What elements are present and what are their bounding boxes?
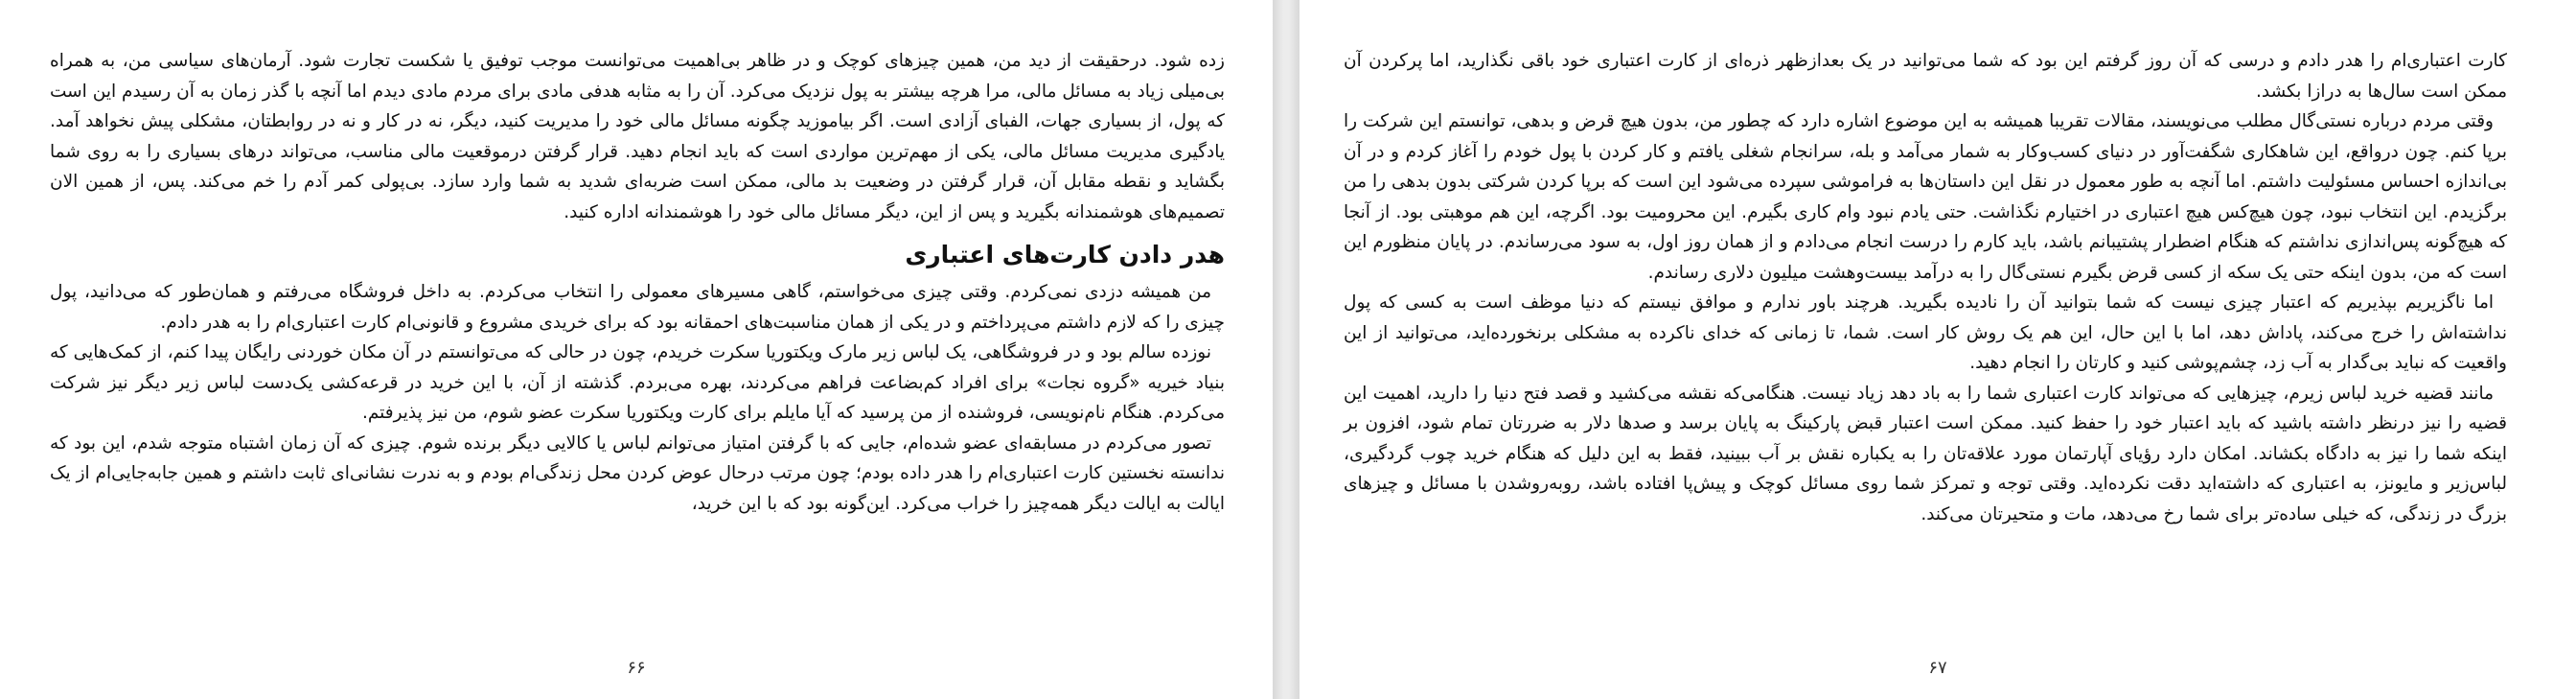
left-paragraph-intro: زده شود. درحقیقت از دید من، همین چیزهای کوچک و در ظاهر بی‌اهمیت می‌توانست موجب توفیق یا شکست تجارت شود. آرمان‌های سیاسی من، به همراه بی‌میلی زیاد به مسائل مالی، مرا هرچه بیشتر به پول نزدیک می‌کرد. آن را به مثابه هدفی مادی برای مردم مادی دیدم اما آنچه با گذر زمان به آن رسیدم این است که پول، از بسیاری جهات، الفبای آزادی است. اگر بیاموزید چگونه مسائل مالی خود را مدیریت کنید، دیگر، نه در کار و نه در روابطتان، مشکلی پیش نخواهد آمد. یادگیری مدیریت مسائل مالی، یکی از مهم‌ترین مواردی است که باید انجام دهید. قرار گرفتن درموقعیت مالی مناسب، می‌تواند درهای بسیاری را به روی شما بگشاید و نقطه مقابل آن، قرار گرفتن در وضعیت بد مالی، ممکن است ضربه‌ای شدید به شما وارد سازد. بی‌پولی کمر آدم را خم می‌کند. پس، از همین الان تصمیم‌های هوشمندانه بگیرید و پس از این، دیگر مسائل مالی خود را هوشمندانه اداره کنید.: [50, 51, 1225, 222]
right-page: [1300, 0, 2576, 699]
section-heading: هدر دادن کارت‌های اعتباری: [905, 241, 1225, 268]
page-gutter: [1273, 0, 1300, 699]
left-page-number: ۶۶: [627, 658, 646, 678]
right-page-body: [1344, 46, 2507, 529]
left-page-body: [50, 46, 1225, 519]
right-paragraph-1: کارت اعتباری‌ام را هدر دادم و درسی که آن روز گرفتم این بود که شما می‌توانید در یک بعدازظهر ذره‌ای از کارت اعتباری خود باقی نگذارید، اما پرکردن آن ممکن است سال‌ها به درازا بکشد.: [1344, 51, 2507, 102]
left-paragraph-1: من همیشه دزدی نمی‌کردم. وقتی چیزی می‌خواستم، گاهی مسیرهای معمولی را انتخاب می‌کردم. به داخل فروشگاه می‌رفتم و همان‌طور که می‌دانید، پول چیزی را که لازم داشتم می‌پرداختم و در یکی از همان مناسبت‌های احمقانه بود که برای خریدی مشروع و قانونی‌ام کارت اعتباری‌ام را به هدر دادم.: [50, 282, 1225, 333]
right-paragraph-2: وقتی مردم درباره نستی‌گال مطلب می‌نویسند، مقالات تقریبا همیشه به این موضوع اشاره دارد که چطور من، بدون هیچ قرض و بدهی، توانستم این شرکت را برپا کنم. چون درواقع، این شاهکاری شگفت‌آور در دنیای کسب‌وکار به شمار می‌آمد و بله، سرانجام شغلی یافتم و کار کردن با پول خودم را آغاز کردم و در آن بی‌اندازه احساس مسئولیت داشتم. اما آنچه به طور معمول در نقل این داستان‌ها به فراموشی سپرده می‌شود این است که برپا کردن شرکتی بدون بدهی را من برگزیدم. این انتخاب نبود، چون هیچ‌کس هیچ اعتباری در اختیارم نگذاشت. حتی یادم نبود وام کاری بگیرم. این محرومیت بود. اگرچه، این هم موهبتی بود. از آنجا که هیچ‌گونه پس‌اندازی نداشتم که هنگام اضطرار پشتیبانم باشد، باید کارم را درست انجام می‌دادم و از همان روز اول، به سود می‌رساندم. در پایان منظورم این است که من، بدون اینکه حتی یک سکه از کسی قرض بگیرم نستی‌گال را به درآمد بیست‌وهشت میلیون دلاری رساندم.: [1344, 111, 2507, 283]
left-paragraph-3: تصور می‌کردم در مسابقه‌ای عضو شده‌ام، جایی که با گرفتن امتیاز می‌توانم لباس یا کالایی دیگر برنده شوم. چیزی که آن زمان اشتباه متوجه شدم، این بود که ندانسته نخستین کارت اعتباری‌ام را هدر داده بودم؛ چون مرتب درحال عوض کردن محل زندگی‌ام بودم و به ندرت نشانی‌ای ثابت داشتم و همین جابه‌جایی‌ام از یک ایالت به ایالت دیگر همه‌چیز را خراب می‌کرد. این‌گونه بود که با این خرید،: [50, 432, 1225, 514]
right-paragraph-4: مانند قضیه خرید لباس زیرم، چیزهایی که می‌تواند کارت اعتباری شما را به باد دهد زیاد نیست. هنگامی‌که نقشه می‌کشید و قصد فتح دنیا را دارید، اهمیت این قضیه را نیز درنظر داشته باشید که باید اعتبار خود را حفظ کنید. ممکن است اعتبار قبض پارکینگ به پایان برسد و صدها دلار به ضررتان تمام شود، افزون بر اینکه شما را نیز به دادگاه بکشاند. امکان دارد رؤیای آپارتمان مورد علاقه‌تان را به یکباره نقش بر آب ببینید، فقط به این دلیل که هنگام خرید چوب گردگیری، لباس‌زیر و مایونز، به اعتباری که داشته‌اید دقت نکرده‌اید. وقتی توجه و تمرکز شما روی مسائل کوچک و پیش‌پا افتاده باشد، روبه‌روشدن با مسائل و چیزهای بزرگ در زندگی، که خیلی ساده‌تر برای شما رخ می‌دهد، مات و متحیرتان می‌کند.: [1344, 383, 2507, 524]
left-paragraph-2: نوزده سالم بود و در فروشگاهی، یک لباس زیر مارک ویکتوریا سکرت خریدم، چون در حالی که می‌توانستم در آن مکان خوردنی رایگان پیدا کنم، از کمک‌هایی که بنیاد خیریه «گروه نجات» برای افراد کم‌بضاعت فراهم می‌کردند، بهره می‌بردم. گذشته از آن، با این خرید در قرعه‌کشی یک‌دست لباس زیر دیگر نیز شرکت می‌کردم. هنگام نام‌نویسی، فروشنده از من پرسید که آیا مایلم برای کارت ویکتوریا سکرت عضو شوم، من نیز پذیرفتم.: [50, 342, 1225, 423]
left-page: [0, 0, 1273, 699]
right-page-number: ۶۷: [1928, 658, 1947, 678]
right-paragraph-3: اما ناگزیریم بپذیریم که اعتبار چیزی نیست که شما بتوانید آن را نادیده بگیرید. هرچند باور ندارم و موافق نیستم که دنیا موظف است به کسی که پول نداشته‌اش را خرج می‌کند، پاداش دهد، اما با این حال، این هم یک روش کار است. شما، تا زمانی که خدای ناکرده به مشکلی برنخورده‌اید، می‌توانید از این واقعیت که نباید بی‌گدار به آب زد، چشم‌پوشی کنید و کارتان را انجام دهید.: [1344, 292, 2507, 373]
